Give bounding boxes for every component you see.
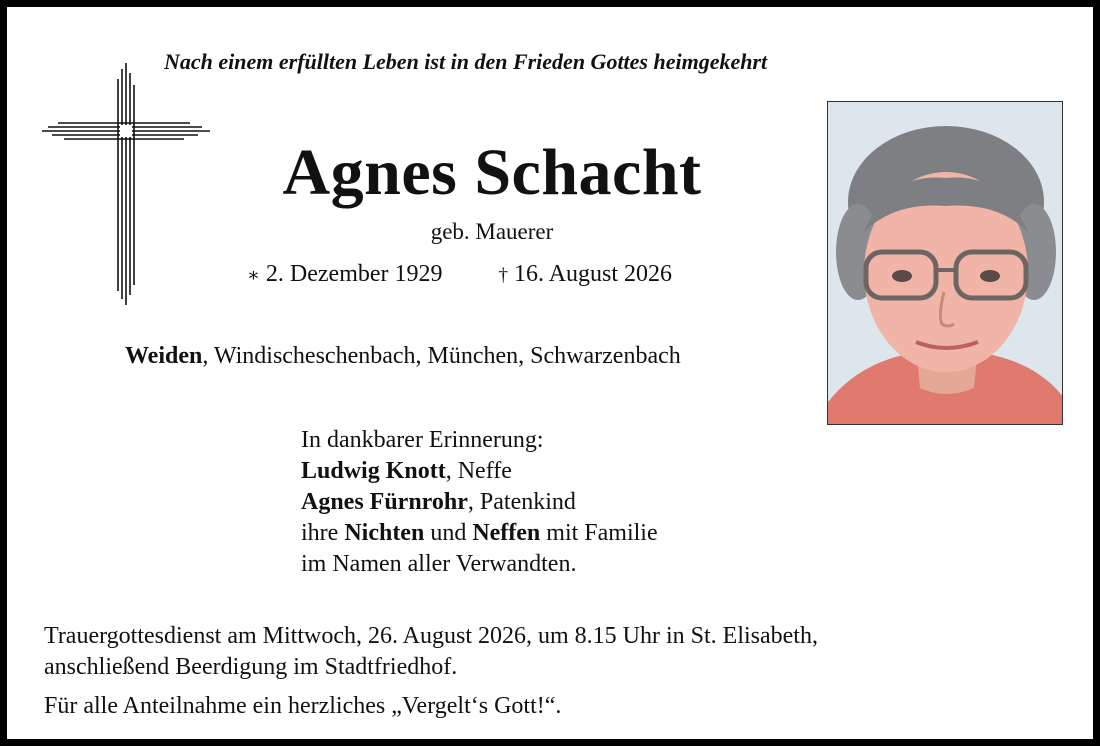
service-info	[44, 621, 818, 722]
mourner-line-3-d: Neffen	[472, 520, 541, 546]
mourners-block	[301, 425, 658, 580]
birth-symbol: ∗	[247, 265, 260, 286]
life-dates	[247, 261, 672, 288]
motto: Nach einem erfüllten Leben ist in den Frieden Gottes heimgekehrt	[164, 49, 768, 74]
portrait-illustration	[828, 102, 1063, 425]
places	[125, 343, 681, 370]
deceased-name: Agnes Schacht	[282, 136, 702, 209]
thanks-line: Für alle Anteilnahme ein herzliches „Vergelt‘s Gott!“.	[44, 693, 562, 719]
mourner-line-3-e: mit Familie	[540, 520, 658, 546]
mourner-name-1: Ludwig Knott	[301, 458, 446, 484]
mourner-relation-2: , Patenkind	[467, 489, 576, 515]
mourner-line-3-a: ihre	[301, 520, 345, 546]
mourner-line-3	[301, 518, 658, 549]
portrait-photo	[827, 101, 1063, 425]
maiden-name: geb. Mauerer	[430, 219, 554, 244]
mourner-line-4: im Namen aller Verwandten.	[301, 551, 577, 577]
service-line-1: Trauergottesdienst am Mittwoch, 26. August 2026, um 8.15 Uhr in St. Elisabeth,	[44, 623, 818, 649]
mourner-line-1	[301, 456, 658, 487]
death-symbol: †	[498, 265, 509, 286]
death-date: 16. August 2026	[514, 261, 673, 287]
cross-icon	[38, 59, 210, 305]
service-line-2: anschließend Beerdigung im Stadtfriedhof.	[44, 654, 458, 680]
birth-date: 2. Dezember 1929	[265, 261, 443, 287]
mourners-intro: In dankbarer Erinnerung:	[301, 427, 544, 453]
mourner-line-3-c: und	[424, 520, 473, 546]
mourner-line-2	[301, 487, 658, 518]
mourner-line-3-b: Nichten	[344, 520, 425, 546]
place-primary: Weiden	[125, 343, 203, 369]
mourner-name-2: Agnes Fürnrohr	[301, 489, 468, 515]
places-rest: , Windischeschenbach, München, Schwarzenbach	[202, 343, 681, 369]
mourner-relation-1: , Neffe	[445, 458, 512, 484]
